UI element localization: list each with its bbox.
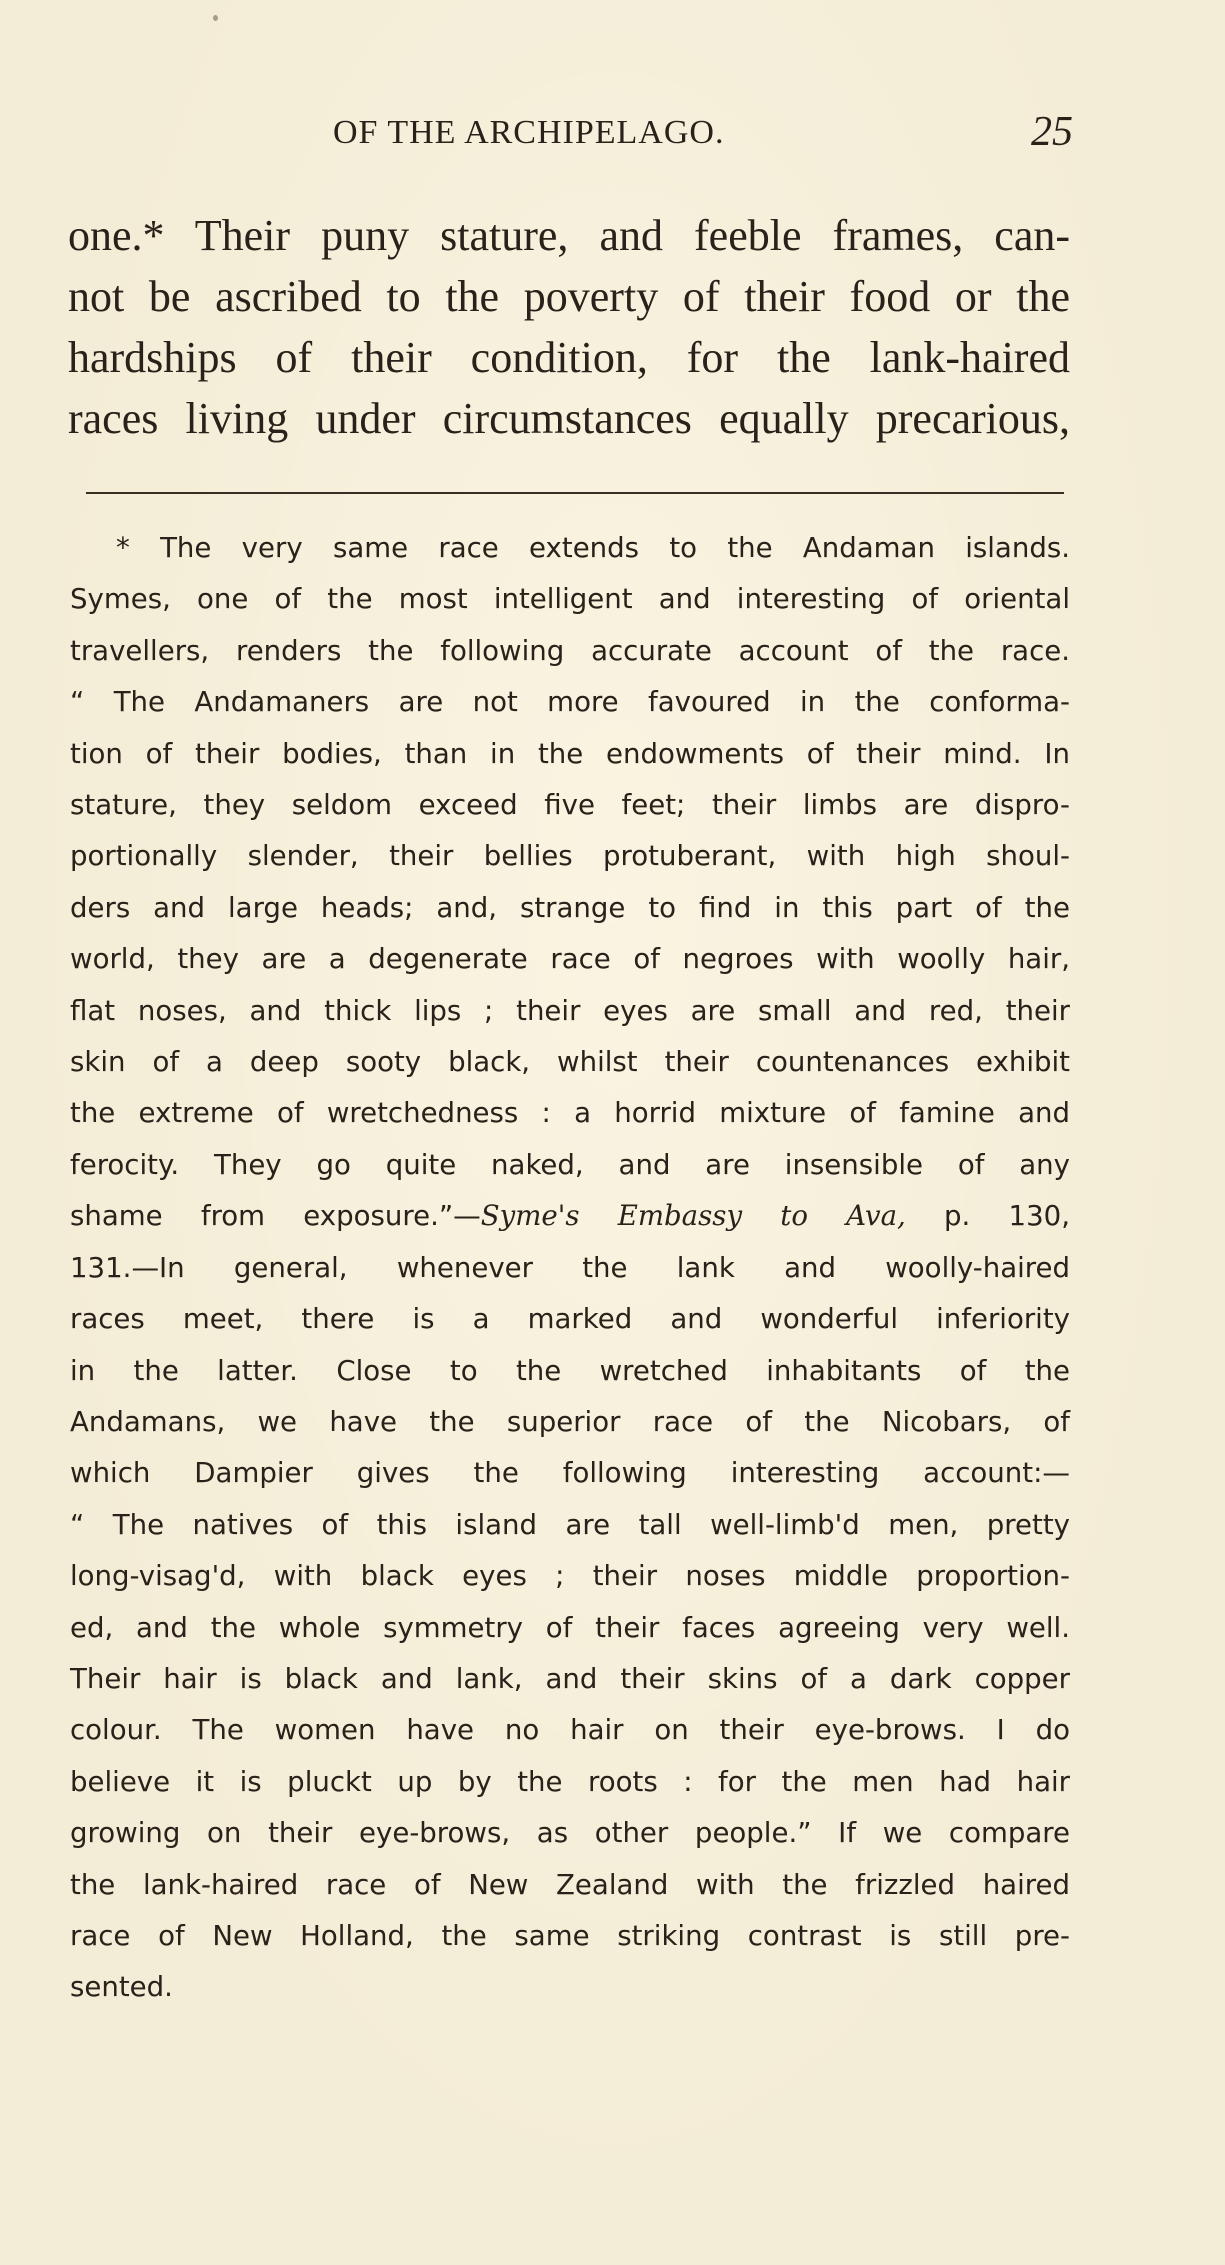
page-number: 25 xyxy=(1031,109,1073,155)
footnote-line: colour. The women have no hair on their eye-brows. I do xyxy=(70,1713,1070,1747)
footnote-line: ders and large heads; and, strange to find in this part of the xyxy=(70,890,1070,924)
footnote-line: race of New Holland, the same striking contrast is still pre- xyxy=(70,1918,1070,1952)
footnote xyxy=(70,522,1070,2013)
main-text-line: hardships of their condition, for the lank-haired xyxy=(68,333,1070,382)
footnote-line: sented. xyxy=(70,1970,173,2004)
main-text-line: races living under circumstances equally precarious, xyxy=(68,394,1070,443)
footnote-line: in the latter. Close to the wretched inhabitants of the xyxy=(70,1353,1070,1387)
footnote-line: world, they are a degenerate race of negroes with woolly hair, xyxy=(70,942,1070,976)
footnote-line: “ The natives of this island are tall well-limb'd men, pretty xyxy=(70,1507,1070,1541)
footnote-quote-end: shame from exposure.”— xyxy=(70,1199,481,1233)
footnote-line: travellers, renders the following accurate account of the race. xyxy=(70,633,1070,667)
main-text-line: not be ascribed to the poverty of their food or the xyxy=(68,272,1070,321)
footnote-line: 131.—In general, whenever the lank and woolly-haired xyxy=(70,1250,1070,1284)
footnote-line: “ The Andamaners are not more favoured in the conforma- xyxy=(70,685,1070,719)
footnote-line: skin of a deep sooty black, whilst their countenances exhibit xyxy=(70,1045,1070,1079)
ink-speck xyxy=(213,15,218,21)
footnote-line: Symes, one of the most intelligent and interesting of oriental xyxy=(70,582,1070,616)
footnote-line: believe it is pluckt up by the roots : for the men had hair xyxy=(70,1764,1070,1798)
running-head: OF THE ARCHIPELAGO. xyxy=(333,114,725,151)
footnote-line: the extreme of wretchedness : a horrid mixture of famine and xyxy=(70,1096,1070,1130)
footnote-line: stature, they seldom exceed five feet; their limbs are dispro- xyxy=(70,788,1070,822)
footnote-line: portionally slender, their bellies protuberant, with high shoul- xyxy=(70,839,1070,873)
footnote-line: ferocity. They go quite naked, and are insensible of any xyxy=(70,1147,1070,1181)
footnote-line: growing on their eye-brows, as other people.” If we compare xyxy=(70,1816,1070,1850)
main-text-line: one.* Their puny stature, and feeble frames, can- xyxy=(68,211,1070,260)
footnote-divider xyxy=(86,492,1064,494)
footnote-line: tion of their bodies, than in the endowments of their mind. In xyxy=(70,736,1070,770)
footnote-line-citation xyxy=(70,1190,1070,1241)
footnote-line: races meet, there is a marked and wonderful inferiority xyxy=(70,1302,1070,1336)
footnote-line: which Dampier gives the following interesting account:— xyxy=(70,1456,1070,1490)
footnote-line: * The very same race extends to the Andaman islands. xyxy=(116,531,1070,564)
page-header xyxy=(333,108,1073,158)
footnote-line: flat noses, and thick lips ; their eyes are small and red, their xyxy=(70,993,1070,1027)
citation-page: p. 130, xyxy=(905,1199,1070,1233)
footnote-line: Their hair is black and lank, and their skins of a dark copper xyxy=(70,1661,1070,1695)
footnote-line: ed, and the whole symmetry of their faces agreeing very well. xyxy=(70,1610,1070,1644)
footnote-line: the lank-haired race of New Zealand with the frizzled haired xyxy=(70,1867,1070,1901)
main-text xyxy=(68,205,1070,449)
citation-title: Syme's Embassy to Ava, xyxy=(480,1199,906,1233)
footnote-line: long-visag'd, with black eyes ; their noses middle proportion- xyxy=(70,1559,1070,1593)
footnote-line: Andamans, we have the superior race of the Nicobars, of xyxy=(70,1404,1070,1438)
